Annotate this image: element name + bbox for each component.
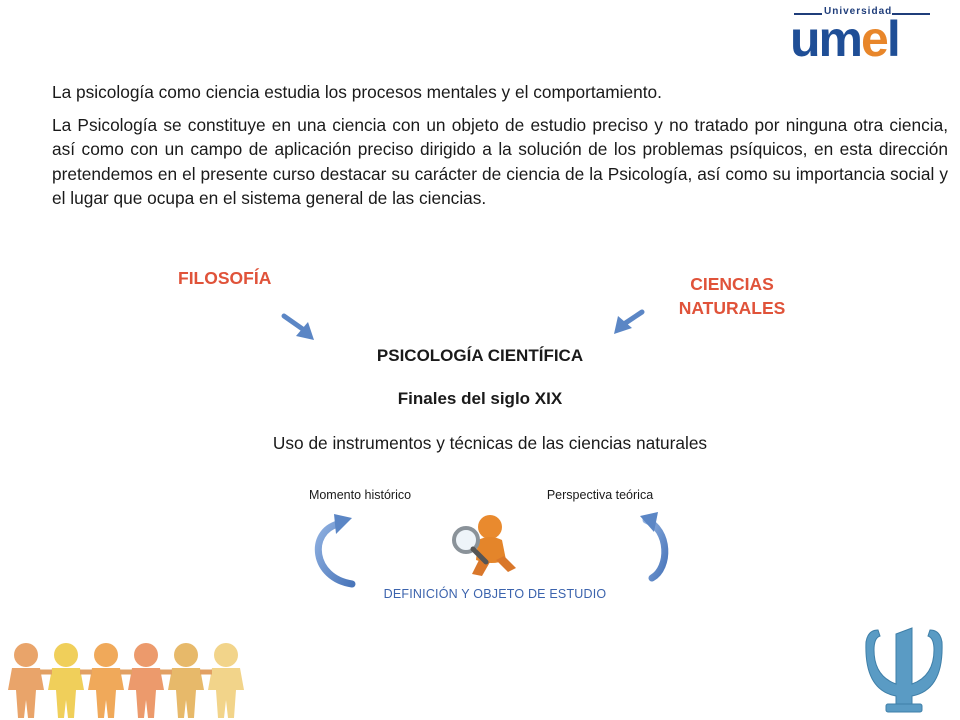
- ciencias-line: CIENCIAS: [690, 274, 774, 294]
- logo-brand-right: l: [886, 11, 899, 67]
- method-text: Uso de instrumentos y técnicas de las ciencias naturales: [272, 433, 708, 453]
- filosofia-label: FILOSOFÍA: [178, 268, 272, 288]
- magnifier-person-icon: [454, 515, 516, 576]
- curved-arrow-left-icon: [318, 514, 352, 584]
- umel-logo: [790, 4, 950, 66]
- curved-arrow-right-icon: [640, 512, 665, 578]
- intro-paragraph: La psicología como ciencia estudia los procesos mentales y el comportamiento.: [52, 82, 662, 102]
- arrow-down-right-icon: [284, 316, 314, 340]
- definicion-label: DEFINICIÓN Y OBJETO DE ESTUDIO: [383, 587, 607, 601]
- arrow-down-left-icon: [614, 312, 642, 334]
- logo-wordmark: [790, 12, 899, 66]
- psicologia-cientifica-title: PSICOLOGÍA CIENTÍFICA: [376, 346, 584, 365]
- logo-brand-left: um: [790, 11, 861, 67]
- momento-historico-label: Momento histórico: [308, 488, 412, 502]
- logo-brand-accent: e: [861, 11, 887, 67]
- naturales-line: NATURALES: [678, 298, 786, 318]
- body-paragraph: La Psicología se constituye en una ciencia con un objeto de estudio preciso y no tratado por ninguna otra ciencia, así como con un campo de aplicación preciso dirigido a la solución de los problemas psíquicos, en esta dirección pretendemos en el presente curso destacar su carácter de ciencia de la Psicología, así como su importancia social y el lugar que ocupa en el sistema general de las ciencias.: [52, 115, 948, 208]
- ciencias-naturales-label: [652, 272, 812, 320]
- perspectiva-teorica-label: Perspectiva teórica: [546, 488, 654, 502]
- period-label: Finales del siglo XIX: [397, 389, 563, 408]
- psi-symbol-icon: [866, 628, 942, 712]
- logo-top-word: Universidad: [824, 6, 893, 17]
- people-chain-icon: [8, 643, 244, 718]
